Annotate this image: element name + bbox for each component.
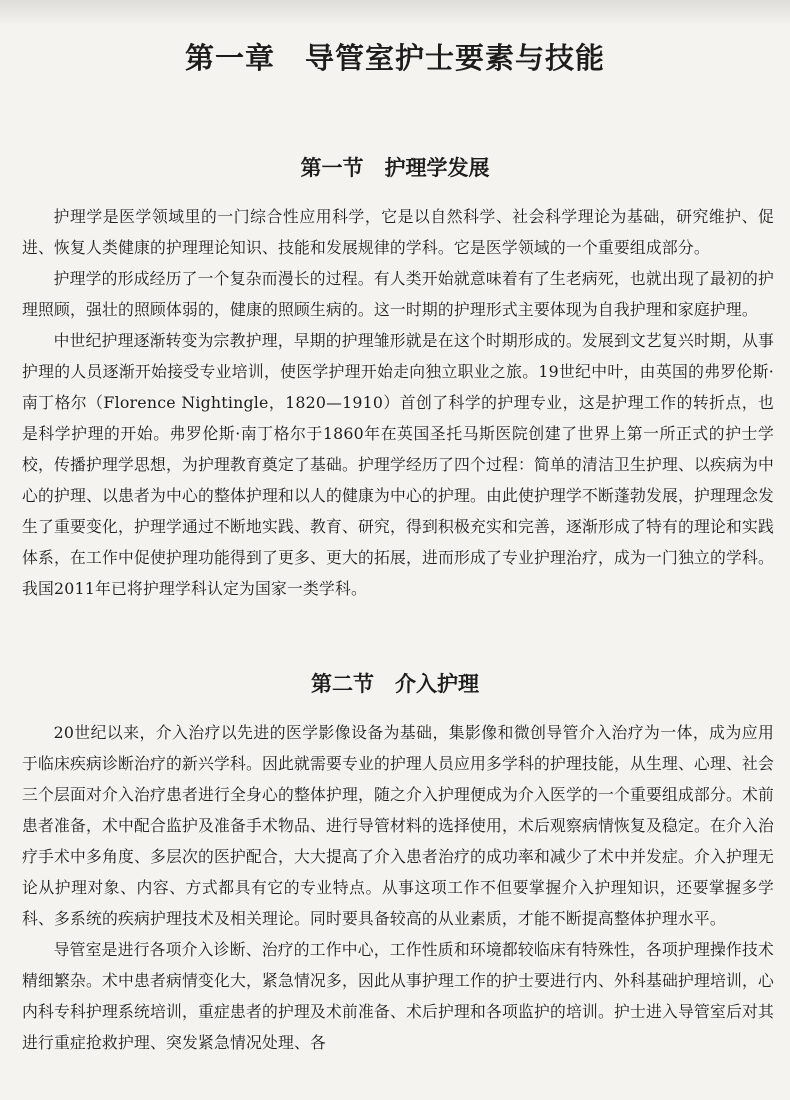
paragraph: 20世纪以来，介入治疗以先进的医学影像设备为基础，集影像和微创导管介入治疗为一体，成为应用于临床疾病诊断治疗的新兴学科。因此就需要专业的护理人员应用多学科的护理技能，从生理、心理、社会三个层面对介入治疗患者进行全身心的整体护理，随之介入护理便成为介入医学的一个重要组成部分。术前患者准备，术中配合监护及准备手术物品、进行导管材料的选择使用，术后观察病情恢复及稳定。在介入治疗手术中多角度、多层次的医护配合，大大提高了介入患者治疗的成功率和减少了术中并发症。介入护理无论从护理对象、内容、方式都具有它的专业特点。从事这项工作不但要掌握介入护理知识，还要掌握多学科、多系统的疾病护理技术及相关理论。同时要具备较高的从业素质，才能不断提高整体护理水平。 <box>22 723 774 928</box>
section-1-body <box>22 201 774 604</box>
paragraph: 护理学是医学领域里的一门综合性应用科学，它是以自然科学、社会科学理论为基础，研究维护、促进、恢复人类健康的护理理论知识、技能和发展规律的学科。它是医学领域的一个重要组成部分。 <box>22 207 774 257</box>
section-2-title: 第二节 介入护理 <box>311 672 479 696</box>
paragraph: 中世纪护理逐渐转变为宗教护理，早期的护理雏形就是在这个时期形成的。发展到文艺复兴时期，从事护理的人员逐渐开始接受专业培训，使医学护理开始走向独立职业之旅。19世纪中叶，由英国的弗罗伦斯·南丁格尔（Florence Nightingle，1820—1910）首创了科学的护理专业，这是护理工作的转折点，也是科学护理的开始。弗罗伦斯·南丁格尔于1860年在英国圣托马斯医院创建了世界上第一所正式的护士学校，传播护理学思想，为护理教育奠定了基础。护理学经历了四个过程：简单的清洁卫生护理、以疾病为中心的护理、以患者为中心的整体护理和以人的健康为中心的护理。由此使护理学不断蓬勃发展，护理理念发生了重要变化，护理学通过不断地实践、教育、研究，得到积极充实和完善，逐渐形成了特有的理论和实践体系，在工作中促使护理功能得到了更多、更大的拓展，进而形成了专业护理治疗，成为一门独立的学科。我国2011年已将护理学科认定为国家一类学科。 <box>22 331 774 598</box>
chapter-title: 第一章 导管室护士要素与技能 <box>184 41 605 75</box>
paragraph: 护理学的形成经历了一个复杂而漫长的过程。有人类开始就意味着有了生老病死，也就出现了最初的护理照顾，强壮的照顾体弱的，健康的照顾生病的。这一时期的护理形式主要体现为自我护理和家庭护理。 <box>22 269 774 319</box>
section-1-title: 第一节 护理学发展 <box>300 156 490 180</box>
paragraph: 导管室是进行各项介入诊断、治疗的工作中心，工作性质和环境都较临床有特殊性，各项护理操作技术精细繁杂。术中患者病情变化大，紧急情况多，因此从事护理工作的护士要进行内、外科基础护理培训，心内科专科护理系统培训，重症患者的护理及术前准备、术后护理和各项监护的培训。护士进入导管室后对其进行重症抢救护理、突发紧急情况处理、各 <box>22 940 774 1052</box>
section-2-body <box>22 717 774 1058</box>
